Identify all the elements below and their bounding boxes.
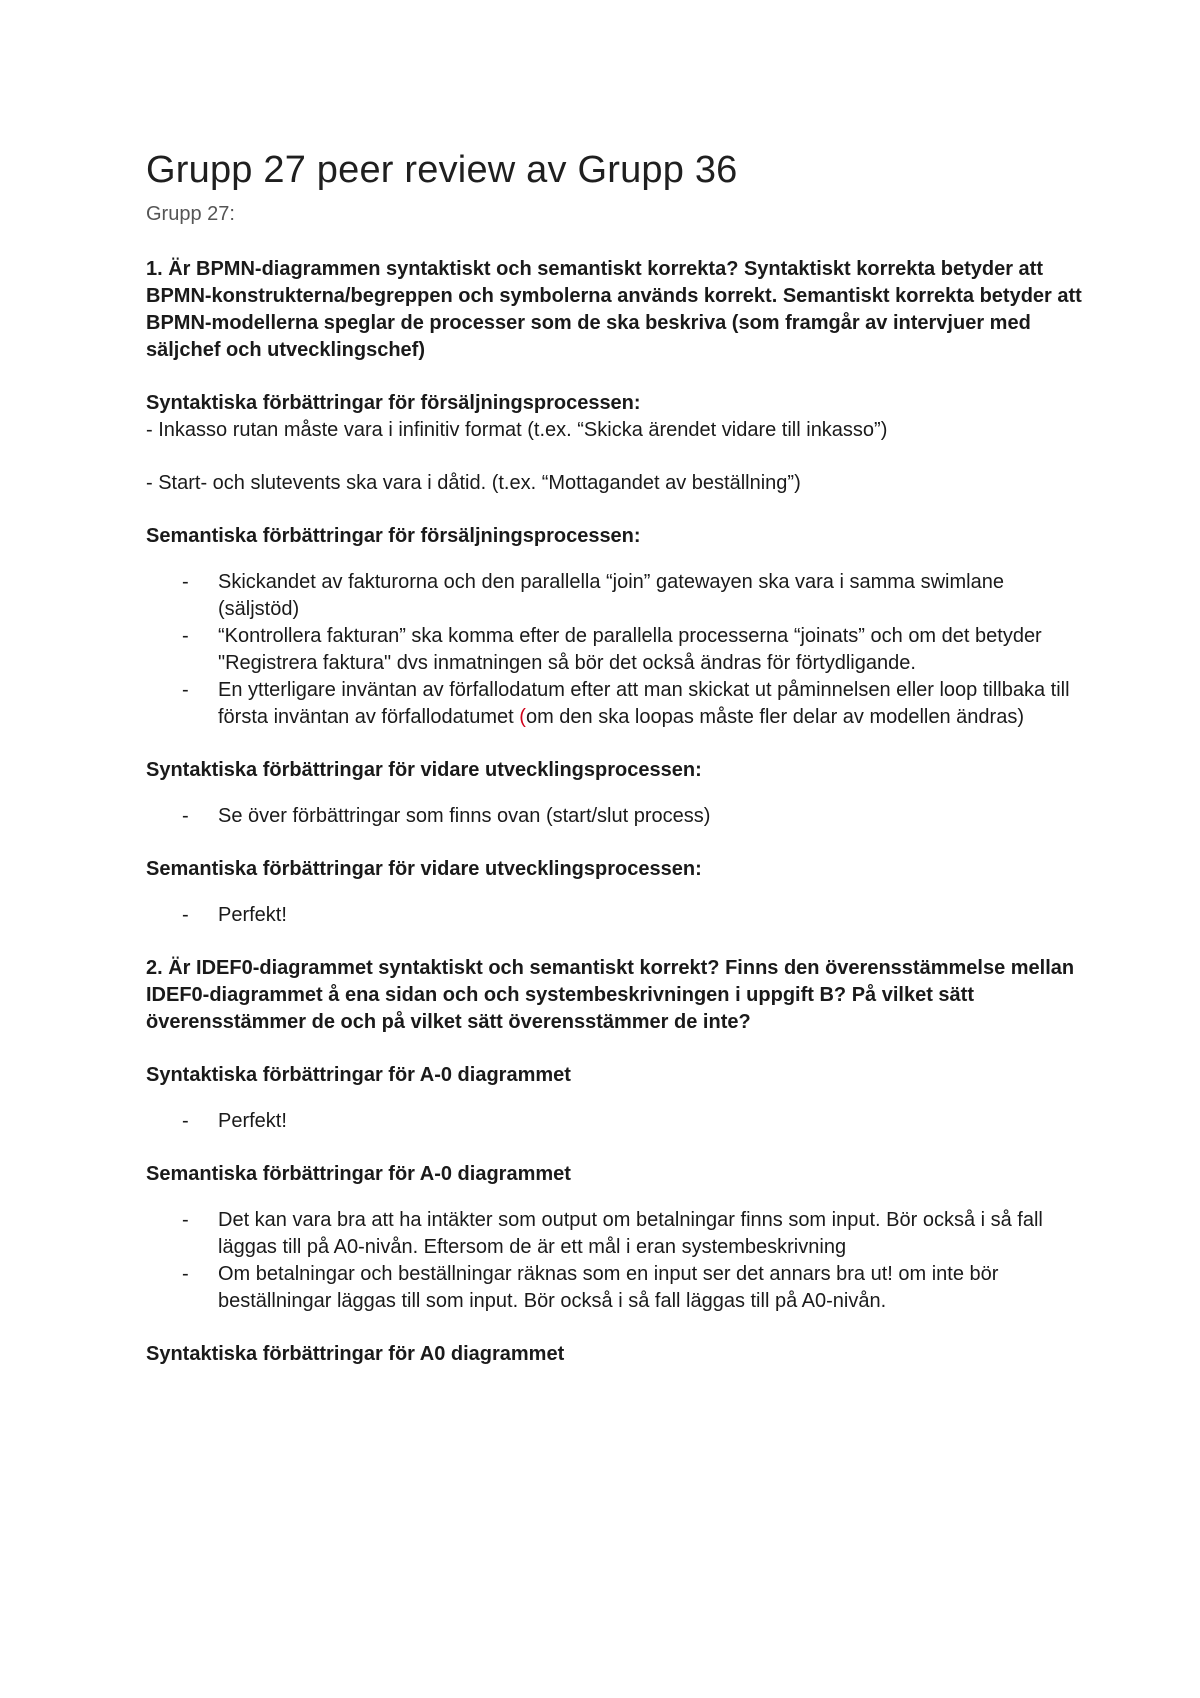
list-item (146, 803, 1086, 830)
semantic-a-0-list (146, 1207, 1086, 1315)
dash-bullet: - (182, 1263, 189, 1285)
syntax-sales-line-2: - Start- och slutevents ska vara i dåtid. (t.ex. “Mottagandet av beställning”) (146, 472, 801, 494)
list-item (146, 1261, 1086, 1315)
dash-bullet: - (182, 904, 189, 926)
section-heading-semantic-dev: Semantiska förbättringar för vidare utvecklingsprocessen: (146, 858, 702, 880)
dash-bullet: - (182, 805, 189, 827)
list-item-text: Perfekt! (218, 1110, 287, 1132)
list-item (146, 623, 1086, 677)
syntax-sales-line-1: - Inkasso rutan måste vara i infinitiv format (t.ex. “Skicka ärendet vidare till inkasso”) (146, 419, 888, 441)
list-item-text: En ytterligare inväntan av förfallodatum efter att man skickat ut påminnelsen eller loop tillbaka till första inväntan av förfallodatumet (218, 679, 1070, 728)
question-1: 1. Är BPMN-diagrammen syntaktiskt och semantiskt korrekta? Syntaktiskt korrekta betyder att BPMN-konstrukterna/begreppen och symbolerna används korrekt. Semantiskt korrekta betyder att BPMN-modellerna speglar de processer som de ska beskriva (som framgår av intervjuer med säljchef och utvecklingschef) (146, 258, 1082, 361)
section-heading-syntax-a0: Syntaktiska förbättringar för A0 diagrammet (146, 1343, 565, 1365)
list-item-text: Om betalningar och beställningar räknas som en input ser det annars bra ut! om inte bör beställningar läggas till som input. Bör också i så fall läggas till på A0-nivån. (218, 1263, 999, 1312)
list-item (146, 1207, 1086, 1261)
dash-bullet: - (182, 1209, 189, 1231)
dash-bullet: - (182, 625, 189, 647)
dash-bullet: - (182, 679, 189, 701)
dash-bullet: - (182, 571, 189, 593)
question-2: 2. Är IDEF0-diagrammet syntaktiskt och semantiskt korrekt? Finns den överensstämmelse mellan IDEF0-diagrammet å ena sidan och och systembeskrivningen i uppgift B? På vilket sätt överensstämmer de och på vilket sätt överensstämmer de inte? (146, 957, 1075, 1033)
list-item-text: Perfekt! (218, 904, 287, 926)
page-subtitle: Grupp 27: (146, 203, 235, 225)
list-item-text: Det kan vara bra att ha intäkter som output om betalningar finns som input. Bör också i så fall läggas till på A0-nivån. Eftersom de är ett mål i eran systembeskrivning (218, 1209, 1043, 1258)
list-item (146, 902, 1086, 929)
comment-marker: ( (519, 706, 526, 728)
semantic-sales-list (146, 569, 1086, 731)
section-heading-semantic-sales: Semantiska förbättringar för försäljningsprocessen: (146, 525, 641, 547)
list-item (146, 1108, 1086, 1135)
section-heading-syntax-dev: Syntaktiska förbättringar för vidare utvecklingsprocessen: (146, 759, 702, 781)
syntax-a-0-list (146, 1108, 1086, 1135)
list-item-text: Skickandet av fakturorna och den parallella “join” gatewayen ska vara i samma swimlane (säljstöd) (218, 571, 1004, 620)
semantic-dev-list (146, 902, 1086, 929)
page-title: Grupp 27 peer review av Grupp 36 (146, 149, 738, 191)
list-item-text-continued: om den ska loopas måste fler delar av modellen ändras) (525, 706, 1024, 728)
list-item (146, 677, 1086, 731)
list-item-text: Se över förbättringar som finns ovan (start/slut process) (218, 805, 711, 827)
section-heading-syntax-sales: Syntaktiska förbättringar för försäljningsprocessen: (146, 392, 641, 414)
dash-bullet: - (182, 1110, 189, 1132)
section-heading-semantic-a-0: Semantiska förbättringar för A-0 diagrammet (146, 1163, 571, 1185)
list-item (146, 569, 1086, 623)
document-page (146, 146, 1086, 1368)
list-item-text: “Kontrollera fakturan” ska komma efter de parallella processerna “joinats” och om det betyder "Registrera faktura" dvs inmatningen så bör det också ändras för förtydligande. (218, 625, 1042, 674)
syntax-dev-list (146, 803, 1086, 830)
section-heading-syntax-a-0: Syntaktiska förbättringar för A-0 diagrammet (146, 1064, 571, 1086)
